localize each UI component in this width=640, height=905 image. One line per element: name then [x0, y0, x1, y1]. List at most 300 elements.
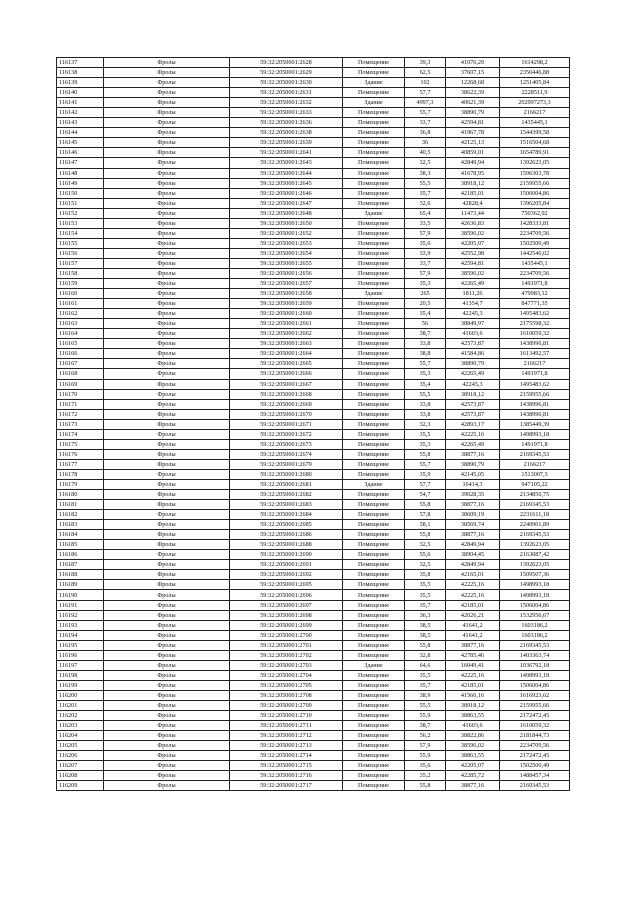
specific-value: 42225,16: [446, 670, 500, 680]
record-number: 116196: [57, 650, 104, 660]
locality: Фролы: [104, 550, 230, 560]
object-type: Помещение: [343, 218, 405, 228]
record-number: 116143: [57, 118, 104, 128]
cadastral-value: 2234709,56: [500, 741, 570, 751]
locality: Фролы: [104, 108, 230, 118]
object-type: Помещение: [343, 439, 405, 449]
cadastral-value: 2159955,66: [500, 389, 570, 399]
area: 35,5: [405, 429, 446, 439]
locality: Фролы: [104, 610, 230, 620]
specific-value: 42849,94: [446, 540, 500, 550]
area: 55,8: [405, 500, 446, 510]
locality: Фролы: [104, 620, 230, 630]
locality: Фролы: [104, 630, 230, 640]
table-row: [57, 399, 570, 409]
locality: Фролы: [104, 319, 230, 329]
cadastral-number: 59:32:2050001:2697: [230, 600, 343, 610]
cadastral-number: 59:32:2050001:2674: [230, 449, 343, 459]
cadastral-value: 1495483,62: [500, 309, 570, 319]
locality: Фролы: [104, 389, 230, 399]
locality: Фролы: [104, 78, 230, 88]
area: 38,5: [405, 630, 446, 640]
cadastral-value: 1251405,84: [500, 78, 570, 88]
object-type: Помещение: [343, 128, 405, 138]
specific-value: 38877,16: [446, 500, 500, 510]
object-type: Помещение: [343, 178, 405, 188]
cadastral-value: 1513007,3: [500, 469, 570, 479]
record-number: 116189: [57, 580, 104, 590]
cadastral-value: 2169345,53: [500, 530, 570, 540]
record-number: 116139: [57, 78, 104, 88]
specific-value: 42245,3: [446, 309, 500, 319]
specific-value: 41641,2: [446, 620, 500, 630]
area: 55,9: [405, 711, 446, 721]
object-type: Здание: [343, 660, 405, 670]
record-number: 116204: [57, 731, 104, 741]
specific-value: 39028,35: [446, 490, 500, 500]
cadastral-number: 59:32:2050001:2684: [230, 510, 343, 520]
object-type: Помещение: [343, 299, 405, 309]
table-row: [57, 188, 570, 198]
cadastral-number: 59:32:2050001:2700: [230, 630, 343, 640]
object-type: Помещение: [343, 500, 405, 510]
specific-value: 38877,16: [446, 640, 500, 650]
cadastral-value: 2228511,9: [500, 88, 570, 98]
object-type: Помещение: [343, 459, 405, 469]
specific-value: 38863,55: [446, 751, 500, 761]
specific-value: 41566,16: [446, 690, 500, 700]
cadastral-value: 1438996,81: [500, 399, 570, 409]
cadastral-value: 1509507,36: [500, 570, 570, 580]
record-number: 116173: [57, 419, 104, 429]
table-row: [57, 751, 570, 761]
locality: Фролы: [104, 751, 230, 761]
locality: Фролы: [104, 711, 230, 721]
area: 38,5: [405, 620, 446, 630]
specific-value: 40621,39: [446, 98, 500, 108]
table-row: [57, 761, 570, 771]
cadastral-value: 2172472,45: [500, 711, 570, 721]
specific-value: 38596,02: [446, 741, 500, 751]
object-type: Помещение: [343, 419, 405, 429]
area: 38,7: [405, 721, 446, 731]
specific-value: 40859,01: [446, 148, 500, 158]
table-row: [57, 218, 570, 228]
area: 55,8: [405, 449, 446, 459]
cadastral-number: 59:32:2050001:2660: [230, 309, 343, 319]
specific-value: 42573,87: [446, 399, 500, 409]
cadastral-number: 59:32:2050001:2701: [230, 640, 343, 650]
table-row: [57, 198, 570, 208]
table-row: [57, 459, 570, 469]
cadastral-value: 2240901,89: [500, 520, 570, 530]
table-row: [57, 339, 570, 349]
record-number: 116208: [57, 771, 104, 781]
locality: Фролы: [104, 670, 230, 680]
table-row: [57, 500, 570, 510]
area: 55,8: [405, 781, 446, 791]
area: 38,3: [405, 168, 446, 178]
table-row: [57, 289, 570, 299]
table-row: [57, 721, 570, 731]
specific-value: 38890,79: [446, 359, 500, 369]
specific-value: 38877,16: [446, 781, 500, 791]
object-type: Помещение: [343, 771, 405, 781]
object-type: Помещение: [343, 751, 405, 761]
specific-value: 42849,94: [446, 560, 500, 570]
specific-value: 42636,83: [446, 218, 500, 228]
cadastral-number: 59:32:2050001:2639: [230, 138, 343, 148]
cadastral-number: 59:32:2050001:2646: [230, 188, 343, 198]
record-number: 116184: [57, 530, 104, 540]
area: 32,5: [405, 540, 446, 550]
area: 33,8: [405, 339, 446, 349]
table-row: [57, 148, 570, 158]
cadastral-value: 1502500,49: [500, 238, 570, 248]
cadastral-value: 2169345,53: [500, 500, 570, 510]
locality: Фролы: [104, 329, 230, 339]
object-type: Помещение: [343, 339, 405, 349]
record-number: 116155: [57, 238, 104, 248]
specific-value: 1811,26: [446, 289, 500, 299]
cadastral-number: 59:32:2050001:2682: [230, 490, 343, 500]
cadastral-number: 59:32:2050001:2679: [230, 459, 343, 469]
specific-value: 42185,01: [446, 188, 500, 198]
record-number: 116149: [57, 178, 104, 188]
record-number: 116198: [57, 670, 104, 680]
cadastral-number: 59:32:2050001:2671: [230, 419, 343, 429]
area: 35,4: [405, 379, 446, 389]
area: 55,7: [405, 459, 446, 469]
area: 55,5: [405, 389, 446, 399]
object-type: Помещение: [343, 248, 405, 258]
cadastral-number: 59:32:2050001:2632: [230, 98, 343, 108]
record-number: 116177: [57, 459, 104, 469]
cadastral-number: 59:32:2050001:2683: [230, 500, 343, 510]
specific-value: 12268,68: [446, 78, 500, 88]
area: 65,4: [405, 208, 446, 218]
area: 4997,3: [405, 98, 446, 108]
locality: Фролы: [104, 369, 230, 379]
locality: Фролы: [104, 500, 230, 510]
record-number: 116150: [57, 188, 104, 198]
object-type: Помещение: [343, 158, 405, 168]
table-row: [57, 570, 570, 580]
cadastral-number: 59:32:2050001:2712: [230, 731, 343, 741]
specific-value: 42165,01: [446, 570, 500, 580]
area: 55,7: [405, 359, 446, 369]
object-type: Помещение: [343, 138, 405, 148]
locality: Фролы: [104, 781, 230, 791]
table-row: [57, 590, 570, 600]
cadastral-value: 1488457,34: [500, 771, 570, 781]
locality: Фролы: [104, 409, 230, 419]
cadastral-value: 1498993,18: [500, 670, 570, 680]
area: 38,7: [405, 329, 446, 339]
area: 32,5: [405, 560, 446, 570]
table-row: [57, 670, 570, 680]
specific-value: 38609,19: [446, 510, 500, 520]
object-type: Помещение: [343, 108, 405, 118]
cadastral-number: 59:32:2050001:2692: [230, 570, 343, 580]
locality: Фролы: [104, 238, 230, 248]
cadastral-number: 59:32:2050001:2650: [230, 218, 343, 228]
cadastral-value: 1498993,18: [500, 590, 570, 600]
specific-value: 42849,94: [446, 158, 500, 168]
cadastral-value: 1495483,62: [500, 379, 570, 389]
locality: Фролы: [104, 399, 230, 409]
cadastral-number: 59:32:2050001:2699: [230, 620, 343, 630]
locality: Фролы: [104, 570, 230, 580]
record-number: 116164: [57, 329, 104, 339]
cadastral-number: 59:32:2050001:2673: [230, 439, 343, 449]
area: 35,7: [405, 600, 446, 610]
locality: Фролы: [104, 299, 230, 309]
cadastral-number: 59:32:2050001:2633: [230, 108, 343, 118]
locality: Фролы: [104, 530, 230, 540]
specific-value: 42594,81: [446, 258, 500, 268]
record-number: 116201: [57, 701, 104, 711]
table-row: [57, 68, 570, 78]
specific-value: 38822,86: [446, 731, 500, 741]
record-number: 116156: [57, 248, 104, 258]
cadastral-number: 59:32:2050001:2629: [230, 68, 343, 78]
object-type: Помещение: [343, 680, 405, 690]
cadastral-value: 2234709,56: [500, 228, 570, 238]
locality: Фролы: [104, 721, 230, 731]
area: 57,9: [405, 228, 446, 238]
cadastral-number: 59:32:2050001:2654: [230, 248, 343, 258]
record-number: 116176: [57, 449, 104, 459]
cadastral-number: 59:32:2050001:2664: [230, 349, 343, 359]
object-type: Помещение: [343, 530, 405, 540]
table-row: [57, 78, 570, 88]
cadastral-value: 1502500,49: [500, 761, 570, 771]
specific-value: 38918,12: [446, 178, 500, 188]
object-type: Помещение: [343, 319, 405, 329]
area: 38,9: [405, 690, 446, 700]
object-type: Помещение: [343, 409, 405, 419]
cadastral-number: 59:32:2050001:2665: [230, 359, 343, 369]
object-type: Помещение: [343, 198, 405, 208]
cadastral-number: 59:32:2050001:2711: [230, 721, 343, 731]
specific-value: 38596,02: [446, 268, 500, 278]
table-row: [57, 600, 570, 610]
record-number: 116138: [57, 68, 104, 78]
table-row: [57, 711, 570, 721]
area: 35,5: [405, 580, 446, 590]
area: 35,6: [405, 761, 446, 771]
object-type: Помещение: [343, 640, 405, 650]
specific-value: 38890,79: [446, 459, 500, 469]
specific-value: 41678,95: [446, 168, 500, 178]
locality: Фролы: [104, 469, 230, 479]
locality: Фролы: [104, 279, 230, 289]
cadastral-value: 1392623,05: [500, 158, 570, 168]
locality: Фролы: [104, 761, 230, 771]
specific-value: 41641,2: [446, 630, 500, 640]
object-type: Помещение: [343, 650, 405, 660]
specific-value: 41603,6: [446, 721, 500, 731]
table-row: [57, 228, 570, 238]
object-type: Помещение: [343, 268, 405, 278]
cadastral-number: 59:32:2050001:2685: [230, 520, 343, 530]
object-type: Помещение: [343, 570, 405, 580]
table-row: [57, 490, 570, 500]
locality: Фролы: [104, 439, 230, 449]
cadastral-number: 59:32:2050001:2661: [230, 319, 343, 329]
cadastral-value: 1613492,57: [500, 349, 570, 359]
area: 54,7: [405, 490, 446, 500]
specific-value: 42026,21: [446, 610, 500, 620]
area: 35,5: [405, 670, 446, 680]
object-type: Помещение: [343, 309, 405, 319]
object-type: Помещение: [343, 670, 405, 680]
cadastral-value: 1614298,2: [500, 58, 570, 68]
cadastral-number: 59:32:2050001:2657: [230, 279, 343, 289]
cadastral-value: 479983,12: [500, 289, 570, 299]
area: 35,3: [405, 279, 446, 289]
record-number: 116146: [57, 148, 104, 158]
record-number: 116153: [57, 218, 104, 228]
area: 35,6: [405, 238, 446, 248]
cadastral-number: 59:32:2050001:2653: [230, 238, 343, 248]
cadastral-value: 1544399,58: [500, 128, 570, 138]
specific-value: 42205,07: [446, 761, 500, 771]
area: 35,4: [405, 309, 446, 319]
record-number: 116205: [57, 741, 104, 751]
locality: Фролы: [104, 580, 230, 590]
locality: Фролы: [104, 248, 230, 258]
object-type: Здание: [343, 479, 405, 489]
specific-value: 42245,3: [446, 379, 500, 389]
area: 36,8: [405, 128, 446, 138]
specific-value: 41584,86: [446, 349, 500, 359]
cadastral-value: 1438996,81: [500, 409, 570, 419]
cadastral-number: 59:32:2050001:2631: [230, 88, 343, 98]
object-type: Помещение: [343, 389, 405, 399]
cadastral-value: 1428333,81: [500, 218, 570, 228]
area: 33,8: [405, 409, 446, 419]
area: 40,5: [405, 148, 446, 158]
record-number: 116194: [57, 630, 104, 640]
cadastral-number: 59:32:2050001:2628: [230, 58, 343, 68]
object-type: Помещение: [343, 520, 405, 530]
locality: Фролы: [104, 459, 230, 469]
table-row: [57, 429, 570, 439]
record-number: 116148: [57, 168, 104, 178]
locality: Фролы: [104, 771, 230, 781]
record-number: 116186: [57, 550, 104, 560]
area: 55,5: [405, 178, 446, 188]
table-row: [57, 279, 570, 289]
record-number: 116190: [57, 590, 104, 600]
area: 35,7: [405, 680, 446, 690]
area: 62,5: [405, 68, 446, 78]
record-number: 116203: [57, 721, 104, 731]
locality: Фролы: [104, 138, 230, 148]
cadastral-number: 59:32:2050001:2669: [230, 399, 343, 409]
table-row: [57, 771, 570, 781]
table-row: [57, 88, 570, 98]
cadastral-value: 1603186,2: [500, 620, 570, 630]
specific-value: 42185,01: [446, 680, 500, 690]
record-number: 116169: [57, 379, 104, 389]
record-number: 116160: [57, 289, 104, 299]
cadastral-number: 59:32:2050001:2715: [230, 761, 343, 771]
record-number: 116144: [57, 128, 104, 138]
object-type: Помещение: [343, 540, 405, 550]
record-number: 116137: [57, 58, 104, 68]
cadastral-number: 59:32:2050001:2648: [230, 208, 343, 218]
locality: Фролы: [104, 429, 230, 439]
area: 57,8: [405, 510, 446, 520]
cadastral-value: 750362,92: [500, 208, 570, 218]
record-number: 116141: [57, 98, 104, 108]
table-row: [57, 469, 570, 479]
record-number: 116192: [57, 610, 104, 620]
object-type: Здание: [343, 78, 405, 88]
area: 33,9: [405, 248, 446, 258]
cadastral-number: 59:32:2050001:2695: [230, 580, 343, 590]
cadastral-value: 1506004,86: [500, 680, 570, 690]
cadastral-number: 59:32:2050001:2658: [230, 289, 343, 299]
table-row: [57, 510, 570, 520]
cadastral-value: 2169345,53: [500, 781, 570, 791]
cadastral-number: 59:32:2050001:2703: [230, 660, 343, 670]
object-type: Помещение: [343, 550, 405, 560]
locality: Фролы: [104, 731, 230, 741]
cadastral-value: 2350446,88: [500, 68, 570, 78]
cadastral-value: 1491971,8: [500, 279, 570, 289]
object-type: Помещение: [343, 510, 405, 520]
table-row: [57, 620, 570, 630]
specific-value: 42594,81: [446, 118, 500, 128]
object-type: Здание: [343, 289, 405, 299]
object-type: Помещение: [343, 620, 405, 630]
record-number: 116151: [57, 198, 104, 208]
cadastral-value: 1392623,05: [500, 540, 570, 550]
record-number: 116193: [57, 620, 104, 630]
locality: Фролы: [104, 118, 230, 128]
table-row: [57, 158, 570, 168]
area: 64,6: [405, 660, 446, 670]
locality: Фролы: [104, 128, 230, 138]
specific-value: 38569,74: [446, 520, 500, 530]
area: 55,5: [405, 701, 446, 711]
object-type: Помещение: [343, 761, 405, 771]
locality: Фролы: [104, 228, 230, 238]
area: 33,7: [405, 258, 446, 268]
object-type: Помещение: [343, 399, 405, 409]
record-number: 116188: [57, 570, 104, 580]
cadastral-number: 59:32:2050001:2698: [230, 610, 343, 620]
locality: Фролы: [104, 218, 230, 228]
area: 58,1: [405, 520, 446, 530]
area: 32,5: [405, 158, 446, 168]
cadastral-value: 2169345,53: [500, 640, 570, 650]
specific-value: 42552,98: [446, 248, 500, 258]
cadastral-number: 59:32:2050001:2680: [230, 469, 343, 479]
record-number: 116178: [57, 469, 104, 479]
table-row: [57, 359, 570, 369]
object-type: Помещение: [343, 449, 405, 459]
record-number: 116152: [57, 208, 104, 218]
specific-value: 42225,16: [446, 590, 500, 600]
cadastral-value: 1516504,68: [500, 138, 570, 148]
table-row: [57, 540, 570, 550]
object-type: Помещение: [343, 690, 405, 700]
